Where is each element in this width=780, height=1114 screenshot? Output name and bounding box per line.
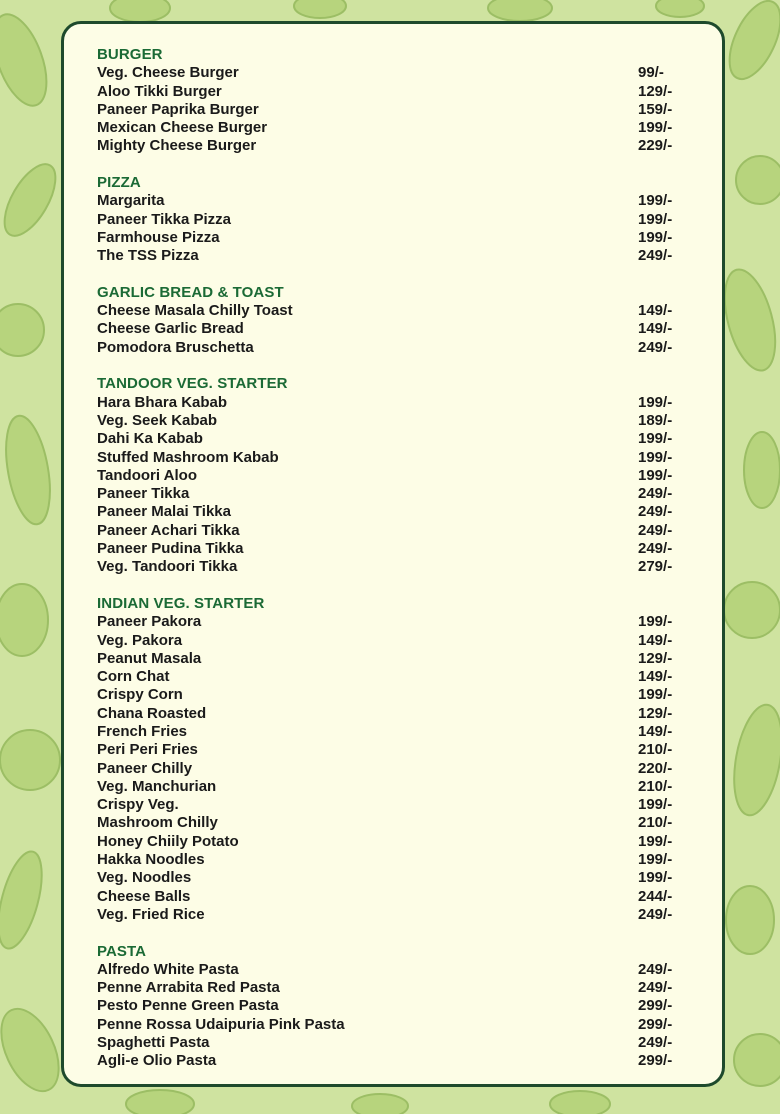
item-price: 189/- — [638, 411, 673, 429]
section-title: INDIAN VEG. STARTER — [97, 594, 265, 612]
menu-item — [97, 760, 697, 778]
item-price: 249/- — [638, 503, 673, 521]
item-price: 249/- — [638, 338, 673, 356]
item-price: 199/- — [638, 796, 673, 814]
item-name: Cheese Balls — [97, 887, 191, 905]
item-price: 249/- — [638, 960, 673, 978]
item-price: 149/- — [638, 631, 673, 649]
menu-section — [97, 943, 697, 1071]
item-name: Mashroom Chilly — [97, 814, 218, 832]
menu-item — [97, 485, 697, 503]
section-title: PASTA — [97, 942, 147, 960]
menu-item — [97, 632, 697, 650]
menu-item — [97, 979, 697, 997]
menu-item — [97, 229, 697, 247]
item-price: 199/- — [638, 430, 673, 448]
item-name: Alfredo White Pasta — [97, 960, 239, 978]
item-name: Chana Roasted — [97, 704, 207, 722]
item-name: Paneer Tikka Pizza — [97, 210, 231, 228]
item-price: 149/- — [638, 668, 673, 686]
menu-item — [97, 302, 697, 320]
menu-item — [97, 888, 697, 906]
item-price: 249/- — [638, 247, 673, 265]
item-name: Peanut Masala — [97, 649, 202, 667]
item-name: Mighty Cheese Burger — [97, 137, 257, 155]
menu-item — [97, 650, 697, 668]
item-price: 199/- — [638, 851, 673, 869]
menu-item — [97, 1052, 697, 1070]
menu-item — [97, 412, 697, 430]
item-price: 279/- — [638, 558, 673, 576]
item-name: Tandoori Aloo — [97, 466, 197, 484]
menu-item — [97, 833, 697, 851]
item-price: 249/- — [638, 485, 673, 503]
item-name: Farmhouse Pizza — [97, 228, 220, 246]
item-name: Penne Arrabita Red Pasta — [97, 979, 280, 997]
item-name: Veg. Tandoori Tikka — [97, 558, 238, 576]
menu-item — [97, 723, 697, 741]
item-name: Hakka Noodles — [97, 851, 205, 869]
item-name: Pomodora Bruschetta — [97, 338, 254, 356]
item-name: Paneer Tikka — [97, 485, 190, 503]
menu-item — [97, 192, 697, 210]
menu-item — [97, 906, 697, 924]
item-price: 199/- — [638, 393, 673, 411]
menu-item — [97, 137, 697, 155]
menu-list — [97, 46, 697, 1089]
menu-item — [97, 83, 697, 101]
menu-item — [97, 814, 697, 832]
menu-item — [97, 869, 697, 887]
section-title: TANDOOR VEG. STARTER — [97, 375, 288, 393]
item-price: 199/- — [638, 119, 673, 137]
item-name: Spaghetti Pasta — [97, 1034, 210, 1052]
menu-item — [97, 101, 697, 119]
section-title: PIZZA — [97, 174, 141, 192]
item-price: 199/- — [638, 686, 673, 704]
item-name: The TSS Pizza — [97, 247, 199, 265]
item-price: 199/- — [638, 448, 673, 466]
item-price: 199/- — [638, 613, 673, 631]
item-name: Cheese Masala Chilly Toast — [97, 302, 293, 320]
item-name: Crispy Corn — [97, 686, 183, 704]
item-price: 199/- — [638, 466, 673, 484]
item-name: Veg. Cheese Burger — [97, 64, 239, 82]
menu-item — [97, 119, 697, 137]
menu-section — [97, 375, 697, 576]
menu-section — [97, 174, 697, 265]
section-title: GARLIC BREAD & TOAST — [97, 283, 284, 301]
menu-item — [97, 339, 697, 357]
item-name: Paneer Achari Tikka — [97, 521, 240, 539]
item-name: Peri Peri Fries — [97, 741, 198, 759]
menu-item — [97, 1016, 697, 1034]
menu-item — [97, 1034, 697, 1052]
item-price: 199/- — [638, 192, 673, 210]
item-price: 149/- — [638, 302, 673, 320]
menu-item — [97, 686, 697, 704]
item-name: Hara Bhara Kabab — [97, 393, 228, 411]
item-price: 249/- — [638, 905, 673, 923]
menu-item — [97, 741, 697, 759]
item-price: 210/- — [638, 777, 673, 795]
item-name: Cheese Garlic Bread — [97, 320, 244, 338]
item-price: 199/- — [638, 869, 673, 887]
item-name: Mexican Cheese Burger — [97, 119, 268, 137]
item-name: Crispy Veg. — [97, 796, 179, 814]
menu-item — [97, 613, 697, 631]
section-title: BURGER — [97, 46, 163, 63]
item-price: 220/- — [638, 759, 673, 777]
menu-item — [97, 705, 697, 723]
item-name: Veg. Fried Rice — [97, 905, 205, 923]
item-price: 129/- — [638, 649, 673, 667]
menu-item — [97, 961, 697, 979]
item-price: 299/- — [638, 997, 673, 1015]
item-price: 129/- — [638, 704, 673, 722]
item-price: 199/- — [638, 210, 673, 228]
item-price: 249/- — [638, 521, 673, 539]
item-price: 299/- — [638, 1052, 673, 1070]
item-name: Paneer Pakora — [97, 613, 202, 631]
item-price: 129/- — [638, 82, 673, 100]
item-price: 149/- — [638, 320, 673, 338]
menu-item — [97, 851, 697, 869]
item-name: Veg. Pakora — [97, 631, 183, 649]
menu-item — [97, 64, 697, 82]
item-price: 149/- — [638, 722, 673, 740]
menu-item — [97, 430, 697, 448]
menu-section — [97, 284, 697, 357]
menu-section — [97, 595, 697, 924]
item-price: 249/- — [638, 1034, 673, 1052]
item-price: 210/- — [638, 741, 673, 759]
item-name: Agli-e Olio Pasta — [97, 1052, 217, 1070]
item-price: 99/- — [638, 64, 664, 82]
item-price: 159/- — [638, 100, 673, 118]
menu-item — [97, 211, 697, 229]
item-name: Veg. Noodles — [97, 869, 192, 887]
item-name: Penne Rossa Udaipuria Pink Pasta — [97, 1015, 345, 1033]
menu-item — [97, 540, 697, 558]
menu-item — [97, 467, 697, 485]
menu-item — [97, 558, 697, 576]
menu-item — [97, 503, 697, 521]
menu-item — [97, 522, 697, 540]
item-name: Veg. Manchurian — [97, 777, 217, 795]
item-name: Paneer Paprika Burger — [97, 100, 259, 118]
item-name: Pesto Penne Green Pasta — [97, 997, 279, 1015]
item-name: Margarita — [97, 192, 165, 210]
item-name: Paneer Chilly — [97, 759, 193, 777]
item-name: Paneer Malai Tikka — [97, 503, 231, 521]
menu-item — [97, 778, 697, 796]
item-name: Honey Chiily Potato — [97, 832, 239, 850]
item-name: Paneer Pudina Tikka — [97, 540, 244, 558]
item-price: 210/- — [638, 814, 673, 832]
item-price: 229/- — [638, 137, 673, 155]
menu-item — [97, 320, 697, 338]
item-name: Veg. Seek Kabab — [97, 411, 218, 429]
menu-section — [97, 46, 697, 156]
item-price: 299/- — [638, 1015, 673, 1033]
item-name: Corn Chat — [97, 668, 170, 686]
menu-item — [97, 394, 697, 412]
item-price: 199/- — [638, 832, 673, 850]
menu-item — [97, 449, 697, 467]
item-price: 244/- — [638, 887, 673, 905]
item-price: 249/- — [638, 979, 673, 997]
item-price: 199/- — [638, 228, 673, 246]
item-name: Aloo Tikki Burger — [97, 82, 222, 100]
item-name: Dahi Ka Kabab — [97, 430, 203, 448]
item-name: Stuffed Mashroom Kabab — [97, 448, 279, 466]
menu-item — [97, 997, 697, 1015]
item-price: 249/- — [638, 540, 673, 558]
menu-item — [97, 668, 697, 686]
menu-item — [97, 247, 697, 265]
menu-item — [97, 796, 697, 814]
item-name: French Fries — [97, 722, 188, 740]
